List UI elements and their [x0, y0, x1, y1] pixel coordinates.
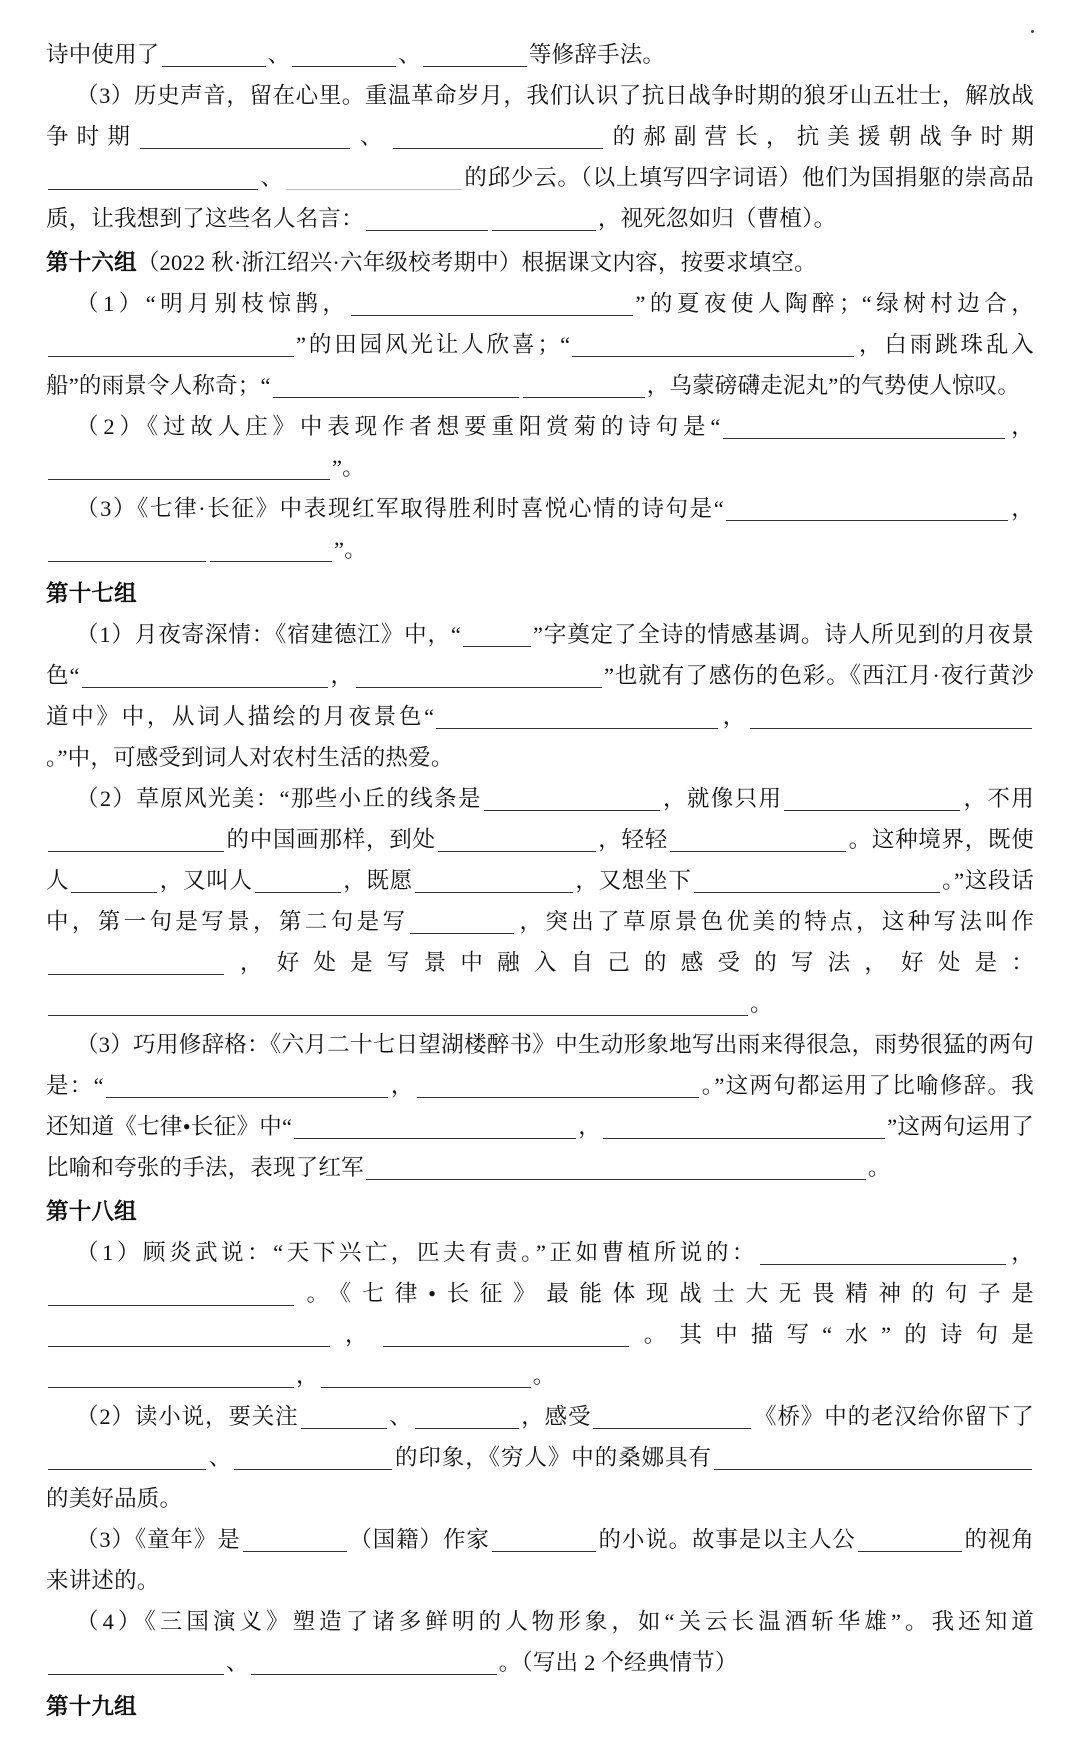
text-fragment: ，	[1009, 496, 1035, 521]
text-fragment: 的印象，《穷人》中的桑娜具有	[394, 1445, 712, 1470]
blank-field[interactable]	[723, 413, 1005, 439]
blank-field[interactable]	[423, 41, 527, 67]
text-fragment: （2）草原风光美：“那些小丘的线条是	[76, 786, 482, 811]
group18-question-3	[46, 1519, 1034, 1601]
text-fragment: ”。	[334, 537, 367, 562]
text-fragment: 。	[867, 1155, 891, 1180]
text-fragment: ，又叫人	[159, 868, 253, 893]
text-fragment: 。其中描写“水”的诗句是	[630, 1322, 1035, 1347]
blank-field[interactable]	[714, 1444, 1032, 1470]
text-fragment: 的郝副营长，抗美援朝战争时期	[604, 124, 1034, 149]
corner-mark-dot	[1031, 30, 1034, 33]
text-fragment: ”这两句运用了比喻和夸张的手法，表现了红军	[46, 1114, 1034, 1180]
blank-field[interactable]	[48, 826, 224, 852]
group17-question-2	[46, 778, 1034, 1024]
text-fragment: （1）月夜寄深情：《宿建德江》中，“	[76, 622, 462, 647]
text-fragment: ”也就有了感伤的色彩。《西江月·夜行黄沙道中》中，从词人描绘的月夜景色“	[46, 663, 1034, 729]
text-fragment: 诗中使用了	[46, 42, 160, 67]
blank-field[interactable]	[48, 1321, 330, 1347]
text-fragment: ，不用	[962, 786, 1034, 811]
group16-question-3	[46, 488, 1034, 570]
text-fragment: 等修辞手法。	[528, 42, 666, 67]
paragraph-top-item3	[46, 75, 1034, 239]
blank-field[interactable]	[48, 331, 294, 357]
text-fragment: （1）“明月别枝惊鹊，	[76, 291, 350, 316]
text-fragment: 的视角来讲述的。	[46, 1527, 1035, 1593]
blank-field[interactable]	[760, 1239, 1006, 1265]
text-fragment: ，	[329, 663, 354, 688]
text-fragment: ”的田园风光让人欣喜；“	[296, 332, 571, 357]
text-fragment: 、	[352, 124, 391, 149]
paragraph-top-line1	[46, 34, 1034, 75]
blank-field[interactable]	[726, 495, 1008, 521]
blank-field[interactable]	[286, 164, 462, 190]
group18-question-4	[46, 1601, 1034, 1683]
blank-field[interactable]	[523, 372, 645, 398]
blank-field[interactable]	[410, 908, 514, 934]
blank-field[interactable]	[48, 164, 258, 190]
text-fragment: ，	[389, 1073, 415, 1098]
text-fragment: 。”这两句都运用了比喻修辞。我还知道《七律•长征》中“	[46, 1073, 1034, 1139]
blank-field[interactable]	[415, 1403, 519, 1429]
text-fragment: 。”这段话中，第一句是写景，第二句是写	[46, 868, 1034, 934]
text-fragment: 的中国画那样，到处	[226, 827, 436, 852]
blank-field[interactable]	[572, 331, 854, 357]
text-fragment: （2）《过故人庄》中表现作者想要重阳赏菊的诗句是“	[76, 414, 721, 439]
text-fragment: 《桥》中的老汉给你留下了	[753, 1404, 1034, 1429]
blank-field[interactable]	[255, 867, 341, 893]
blank-field[interactable]	[71, 867, 157, 893]
group-18-title: 第十八组	[46, 1199, 137, 1224]
text-fragment: ，	[332, 1322, 381, 1347]
group-heading-16	[46, 242, 1034, 283]
text-fragment: 、	[398, 42, 421, 67]
text-fragment: （3）历史声音，留在心里。重温革命岁月，我们认识了抗日战争时期的狼牙山五壮士，解放战争时期	[46, 83, 1034, 149]
blank-field[interactable]	[351, 290, 633, 316]
blank-field[interactable]	[301, 1403, 387, 1429]
text-fragment: （国籍）作家	[348, 1527, 490, 1552]
text-fragment: （3）《童年》是	[76, 1527, 241, 1552]
blank-field[interactable]	[492, 1526, 596, 1552]
group17-question-3	[46, 1024, 1034, 1188]
text-fragment: 。	[532, 1363, 556, 1388]
text-fragment: ”字奠定了全诗的情感基调。诗人所见到的月夜景色“	[46, 622, 1035, 688]
group18-question-1	[46, 1232, 1034, 1396]
blank-field[interactable]	[784, 785, 960, 811]
blank-field[interactable]	[162, 41, 266, 67]
group-heading-17	[46, 573, 1034, 614]
text-fragment: ，突出了草原景色优美的特点，这种写法叫作	[516, 909, 1034, 934]
group-heading-19	[46, 1686, 1034, 1727]
blank-field[interactable]	[603, 1113, 885, 1139]
blank-field[interactable]	[234, 1444, 392, 1470]
text-fragment: 的邱少云。（以上填写四字词语）他们为国捐躯的崇高品质，让我想到了这些名人名言：	[46, 165, 1034, 231]
group-19-title: 第十九组	[46, 1694, 137, 1719]
blank-field[interactable]	[436, 703, 718, 729]
group16-question-2	[46, 406, 1034, 488]
text-fragment: （3）《七律·长征》中表现红军取得胜利时喜悦心情的诗句是“	[76, 496, 724, 521]
blank-field[interactable]	[463, 621, 531, 647]
text-fragment: ，乌蒙磅礴走泥丸”的气势使人惊叹。	[646, 373, 1021, 398]
blank-field[interactable]	[140, 123, 350, 149]
text-fragment: ，轻轻	[597, 827, 669, 852]
blank-field[interactable]	[438, 826, 596, 852]
blank-field[interactable]	[694, 867, 940, 893]
blank-field[interactable]	[243, 1526, 347, 1552]
group-17-title: 第十七组	[46, 581, 137, 606]
blank-field[interactable]	[858, 1526, 962, 1552]
blank-field[interactable]	[366, 205, 488, 231]
text-fragment: ，白雨跳珠乱入船”的雨景令人称奇；“	[46, 332, 1035, 398]
blank-field[interactable]	[48, 454, 330, 480]
blank-field[interactable]	[415, 867, 573, 893]
text-fragment: ，	[296, 1363, 319, 1388]
blank-field[interactable]	[383, 1321, 629, 1347]
blank-field[interactable]	[292, 41, 396, 67]
blank-field[interactable]	[48, 990, 748, 1016]
text-fragment: 、	[388, 1404, 413, 1429]
text-fragment: 的小说。故事是以主人公	[597, 1527, 856, 1552]
text-fragment: ，既愿	[342, 868, 413, 893]
text-fragment: 。（写出 2 个经典情节）	[498, 1650, 738, 1675]
text-fragment: ，又想坐下	[574, 868, 692, 893]
text-fragment: （4）《三国演义》塑造了诸多鲜明的人物形象，如“关云长温酒斩华雄”。我还知道	[76, 1609, 1034, 1634]
blank-field[interactable]	[750, 703, 1032, 729]
blank-field[interactable]	[82, 662, 328, 688]
text-fragment: （3）巧用修辞格：《六月二十七日望湖楼醉书》中生动形象地写出雨来得很急，雨势很猛的两句是：“	[46, 1032, 1034, 1098]
text-fragment: 。	[750, 991, 773, 1016]
blank-field[interactable]	[593, 1403, 751, 1429]
text-fragment: ，	[1007, 1240, 1035, 1265]
blank-field[interactable]	[48, 536, 206, 562]
text-fragment: ”。	[332, 455, 365, 480]
blank-field[interactable]	[48, 949, 224, 975]
text-fragment: ，就像只用	[661, 786, 783, 811]
blank-field[interactable]	[48, 1444, 206, 1470]
group-heading-18	[46, 1191, 1034, 1232]
blank-field[interactable]	[670, 826, 846, 852]
blank-field[interactable]	[356, 662, 602, 688]
blank-field[interactable]	[294, 1113, 576, 1139]
text-fragment: ，视死忽如归（曹植）。	[597, 206, 837, 231]
text-fragment: ，好处是写景中融入自己的感受的写法，好处是：	[226, 950, 1034, 975]
text-fragment: ”的夏夜使人陶醉；“绿树村边合，	[635, 291, 1034, 316]
group16-question-1	[46, 283, 1034, 406]
text-fragment: 的美好品质。	[46, 1486, 183, 1511]
blank-field[interactable]	[484, 785, 660, 811]
text-fragment: （1）顾炎武说：“天下兴亡，匹夫有责。”正如曹植所说的：	[76, 1240, 758, 1265]
group18-question-2	[46, 1396, 1034, 1519]
blank-field[interactable]	[48, 1362, 294, 1388]
text-fragment: ，	[578, 1114, 602, 1139]
text-fragment: 、	[226, 1650, 249, 1675]
blank-field[interactable]	[366, 1154, 866, 1180]
blank-field[interactable]	[48, 1649, 224, 1675]
blank-field[interactable]	[48, 1280, 294, 1306]
text-fragment: 。这种境界，既使人	[46, 827, 1034, 893]
blank-field[interactable]	[210, 536, 332, 562]
text-fragment: 。《七律•长征》最能体现战士大无畏精神的句子是	[296, 1281, 1034, 1306]
text-fragment: 、	[260, 165, 284, 190]
text-fragment: 、	[267, 42, 291, 67]
blank-field[interactable]	[251, 1649, 497, 1675]
blank-field[interactable]	[321, 1362, 531, 1388]
blank-field[interactable]	[492, 205, 596, 231]
blank-field[interactable]	[273, 372, 519, 398]
text-fragment: 。”中，可感受到词人对农村生活的热爱。	[46, 745, 454, 770]
group-16-meta: （2022 秋·浙江绍兴·六年级校考期中）根据课文内容，按要求填空。	[136, 250, 817, 275]
text-fragment: ，	[720, 704, 749, 729]
group-16-title: 第十六组	[46, 250, 137, 275]
blank-field[interactable]	[417, 1072, 699, 1098]
blank-field[interactable]	[393, 123, 603, 149]
blank-field[interactable]	[106, 1072, 388, 1098]
text-fragment: （2）读小说，要关注	[76, 1404, 299, 1429]
text-fragment: ，感受	[520, 1404, 592, 1429]
text-fragment: 、	[208, 1445, 233, 1470]
group17-question-1	[46, 614, 1034, 778]
text-fragment: ，	[1006, 414, 1034, 439]
